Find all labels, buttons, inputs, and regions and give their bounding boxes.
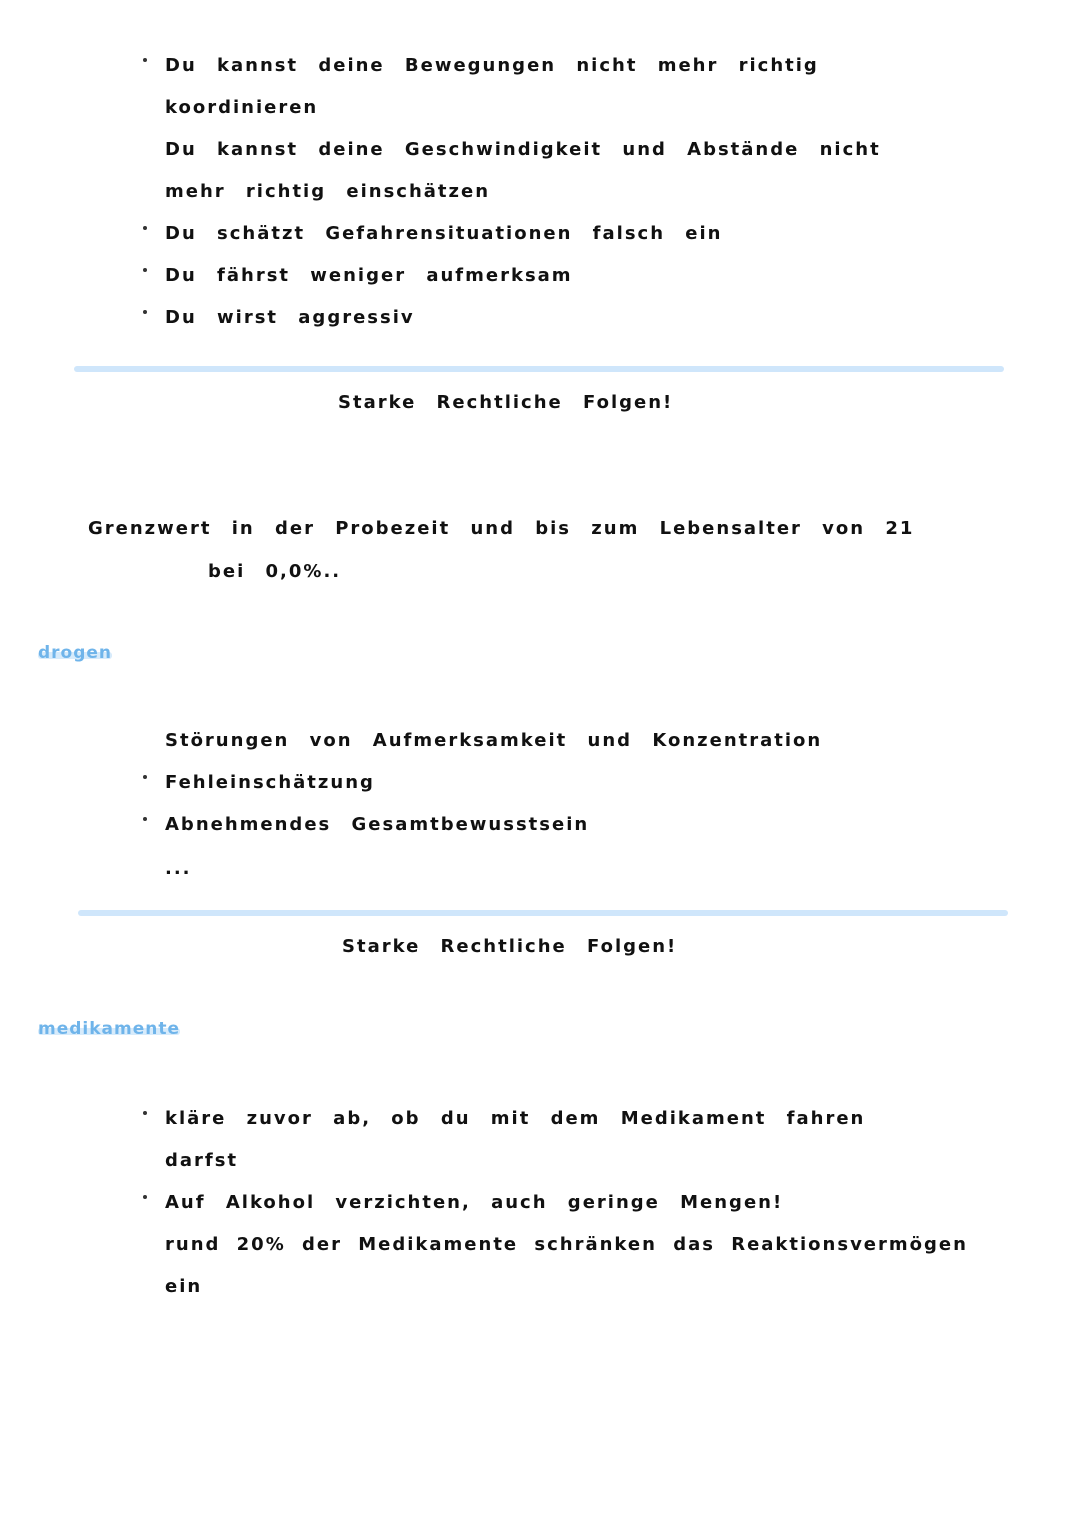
legal-consequences-note: Starke Rechtliche Folgen!	[342, 936, 678, 957]
bullet-dot	[143, 1195, 147, 1199]
bullet-dot	[143, 1111, 147, 1115]
bullet-dot	[143, 775, 147, 779]
text-line: Du kannst deine Bewegungen nicht mehr richtig	[165, 55, 819, 76]
section-divider	[78, 910, 1008, 916]
section-heading-drogen: drogen	[38, 643, 113, 663]
text-line: rund 20% der Medikamente schränken das Reaktionsvermögen	[165, 1234, 968, 1255]
section-heading-medikamente: medikamente	[38, 1019, 181, 1039]
text-line: darfst	[165, 1150, 239, 1171]
bullet-dot	[143, 817, 147, 821]
ellipsis: ...	[165, 858, 192, 879]
text-line: ein	[165, 1276, 203, 1297]
text-line: Störungen von Aufmerksamkeit und Konzentration	[165, 730, 823, 751]
text-line: Du wirst aggressiv	[165, 307, 415, 328]
text-line: Du kannst deine Geschwindigkeit und Abstände nicht	[165, 139, 881, 160]
bullet-dot	[143, 58, 147, 62]
text-line: Du fährst weniger aufmerksam	[165, 265, 573, 286]
section-divider	[74, 366, 1004, 372]
text-line: koordinieren	[165, 97, 319, 118]
legal-consequences-note: Starke Rechtliche Folgen!	[338, 392, 674, 413]
bullet-dot	[143, 226, 147, 230]
limit-text: bei 0,0%..	[208, 561, 342, 582]
text-line: Abnehmendes Gesamtbewusstsein	[165, 814, 590, 835]
bullet-dot	[143, 268, 147, 272]
text-line: Fehleinschätzung	[165, 772, 375, 793]
text-line: Auf Alkohol verzichten, auch geringe Mengen!	[165, 1192, 784, 1213]
bullet-dot	[143, 310, 147, 314]
text-line: Du schätzt Gefahrensituationen falsch ein	[165, 223, 723, 244]
text-line: mehr richtig einschätzen	[165, 181, 491, 202]
limit-text: Grenzwert in der Probezeit und bis zum Lebensalter von 21	[88, 518, 915, 539]
text-line: kläre zuvor ab, ob du mit dem Medikament fahren	[165, 1108, 866, 1129]
